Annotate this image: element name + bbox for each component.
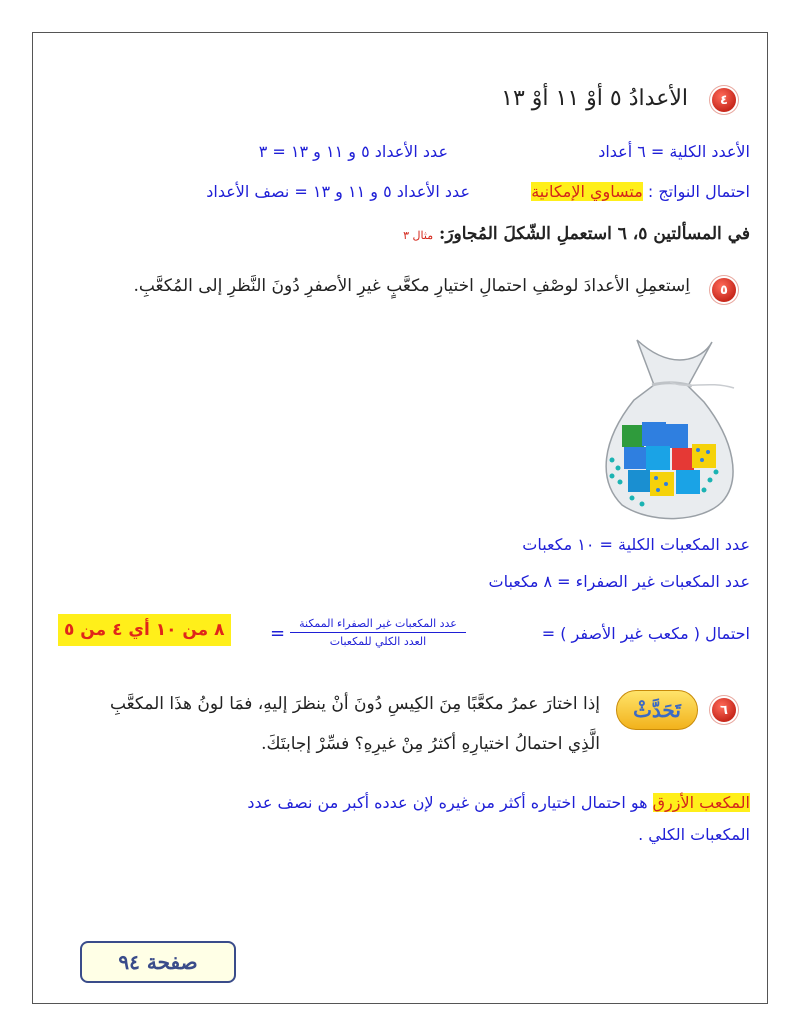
q4-total-label: الأعدد الكلية = ٦ أعداد bbox=[598, 142, 750, 161]
bag-of-cubes-image bbox=[592, 330, 742, 520]
question-4-badge: ٤ bbox=[712, 88, 736, 112]
q4-count-label: عدد الأعداد ٥ و ١١ و ١٣ = ٣ bbox=[258, 142, 448, 161]
q6-answer-line1 bbox=[247, 793, 750, 812]
question-5-text: اِستعمِلِ الأعدادَ لوصْفِ احتمالِ اختيارِ مكعَّبٍ غيرِ الأصفرِ دُونَ النَّظرِ إلى المُكعَّبِ. bbox=[133, 276, 690, 296]
instruction-ref: مثال ٣ bbox=[403, 229, 434, 242]
q6-answer-rest: هو احتمال اختياره أكثر من غيره لإن عدده أكبر من نصف عدد bbox=[247, 793, 653, 812]
question-6-badge: ٦ bbox=[712, 698, 736, 722]
q5-total-cubes: عدد المكعبات الكلية = ١٠ مكعبات bbox=[522, 535, 750, 554]
instruction-text: في المسألتين ٥، ٦ استعملِ الشّكلَ المُجاورَ: bbox=[439, 224, 750, 244]
q5-fraction-numerator: عدد المكعبات غير الصفراء الممكنة bbox=[299, 617, 457, 630]
q6-answer-line2: المكعبات الكلي . bbox=[638, 825, 750, 844]
q4-prob-value: متساوي الإمكانية bbox=[531, 182, 643, 201]
talk-bubble-icon: تَحَدَّثْ bbox=[616, 690, 698, 730]
instruction-line bbox=[403, 224, 750, 244]
q4-prob-prefix: احتمال النواتج : bbox=[647, 182, 750, 201]
q5-equals-sign: = bbox=[270, 623, 286, 644]
question-6-line1: إذا اختارَ عمرُ مكعَّبًا مِنَ الكِيسِ دُونَ أنْ ينظرَ إليهِ، فمَا لونُ هذَا المكعَّبِ bbox=[109, 694, 600, 714]
question-5-badge: ٥ bbox=[712, 278, 736, 302]
question-4-heading: الأعدادُ ٥ أوْ ١١ أوْ ١٣ bbox=[501, 86, 688, 111]
page-number-label: صفحة ٩٤ bbox=[80, 941, 236, 983]
fraction-bar bbox=[290, 632, 466, 633]
q5-fraction-denominator: العدد الكلي للمكعبات bbox=[329, 635, 427, 648]
q5-non-yellow-cubes: عدد المكعبات غير الصفراء = ٨ مكعبات bbox=[488, 572, 750, 591]
q4-probability-line bbox=[531, 182, 750, 201]
q5-prob-label: احتمال ( مكعب غير الأصفر ) = bbox=[541, 624, 750, 643]
q4-prob-reason: عدد الأعداد ٥ و ١١ و ١٣ = نصف الأعداد bbox=[206, 182, 470, 201]
q6-answer-highlight: المكعب الأزرق bbox=[652, 793, 750, 812]
q5-fraction bbox=[290, 617, 466, 648]
question-6-line2: الَّذِي احتمالُ اختيارِهِ أكثرُ مِنْ غيرِهِ؟ فسِّرْ إجابتَكَ. bbox=[261, 734, 600, 754]
q5-answer: ٨ من ١٠ أي ٤ من ٥ bbox=[58, 614, 231, 646]
